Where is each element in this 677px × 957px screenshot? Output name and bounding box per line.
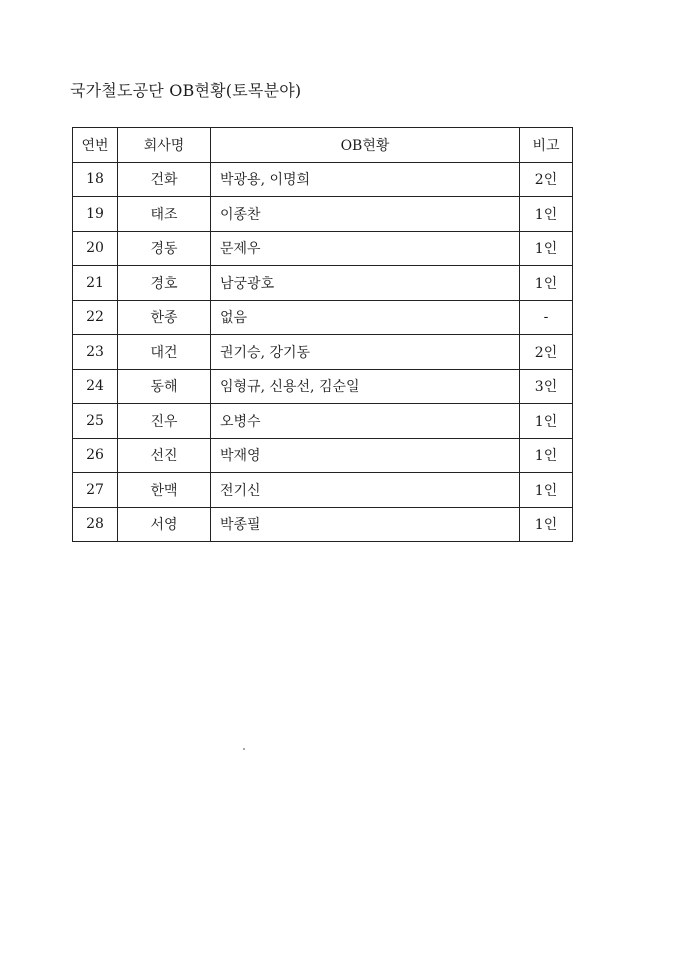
- row-note: 1인: [520, 473, 573, 508]
- row-no: 21: [73, 266, 118, 301]
- row-company: 진우: [118, 404, 211, 439]
- row-no: 26: [73, 438, 118, 473]
- row-note: 1인: [520, 438, 573, 473]
- row-note: 1인: [520, 507, 573, 542]
- row-company: 대건: [118, 335, 211, 370]
- table-row: [73, 231, 573, 266]
- table-row: [73, 507, 573, 542]
- table-row: [73, 300, 573, 335]
- table-row: [73, 438, 573, 473]
- row-note: 1인: [520, 231, 573, 266]
- row-no: 20: [73, 231, 118, 266]
- header-no: 연번: [73, 128, 118, 163]
- table-row: [73, 162, 573, 197]
- row-note: -: [520, 300, 573, 335]
- row-no: 25: [73, 404, 118, 439]
- row-note: 1인: [520, 197, 573, 232]
- row-ob-status: 남궁광호: [211, 266, 520, 301]
- ob-status-table: [72, 127, 573, 542]
- document-title: 국가철도공단 OB현황(토목분야): [70, 81, 302, 100]
- table-header-row: [73, 128, 573, 163]
- row-company: 서영: [118, 507, 211, 542]
- row-no: 19: [73, 197, 118, 232]
- table-row: [73, 404, 573, 439]
- row-note: 2인: [520, 162, 573, 197]
- row-company: 한종: [118, 300, 211, 335]
- row-company: 경동: [118, 231, 211, 266]
- row-ob-status: 이종찬: [211, 197, 520, 232]
- row-ob-status: 권기승, 강기동: [211, 335, 520, 370]
- row-ob-status: 박광용, 이명희: [211, 162, 520, 197]
- row-note: 1인: [520, 404, 573, 439]
- row-no: 18: [73, 162, 118, 197]
- header-note: 비고: [520, 128, 573, 163]
- row-note: 2인: [520, 335, 573, 370]
- row-ob-status: 없음: [211, 300, 520, 335]
- row-company: 건화: [118, 162, 211, 197]
- row-no: 28: [73, 507, 118, 542]
- table-row: [73, 335, 573, 370]
- row-ob-status: 박재영: [211, 438, 520, 473]
- row-ob-status: 오병수: [211, 404, 520, 439]
- row-ob-status: 문제우: [211, 231, 520, 266]
- row-no: 22: [73, 300, 118, 335]
- row-company: 한맥: [118, 473, 211, 508]
- row-ob-status: 임형규, 신용선, 김순일: [211, 369, 520, 404]
- row-note: 3인: [520, 369, 573, 404]
- row-company: 경호: [118, 266, 211, 301]
- row-company: 태조: [118, 197, 211, 232]
- row-note: 1인: [520, 266, 573, 301]
- row-no: 27: [73, 473, 118, 508]
- scan-speck: [243, 748, 245, 750]
- header-company: 회사명: [118, 128, 211, 163]
- table-row: [73, 369, 573, 404]
- row-ob-status: 전기신: [211, 473, 520, 508]
- row-company: 선진: [118, 438, 211, 473]
- table-row: [73, 197, 573, 232]
- header-ob-status: OB현황: [211, 128, 520, 163]
- row-no: 24: [73, 369, 118, 404]
- table-row: [73, 266, 573, 301]
- row-no: 23: [73, 335, 118, 370]
- row-company: 동해: [118, 369, 211, 404]
- table-row: [73, 473, 573, 508]
- row-ob-status: 박종필: [211, 507, 520, 542]
